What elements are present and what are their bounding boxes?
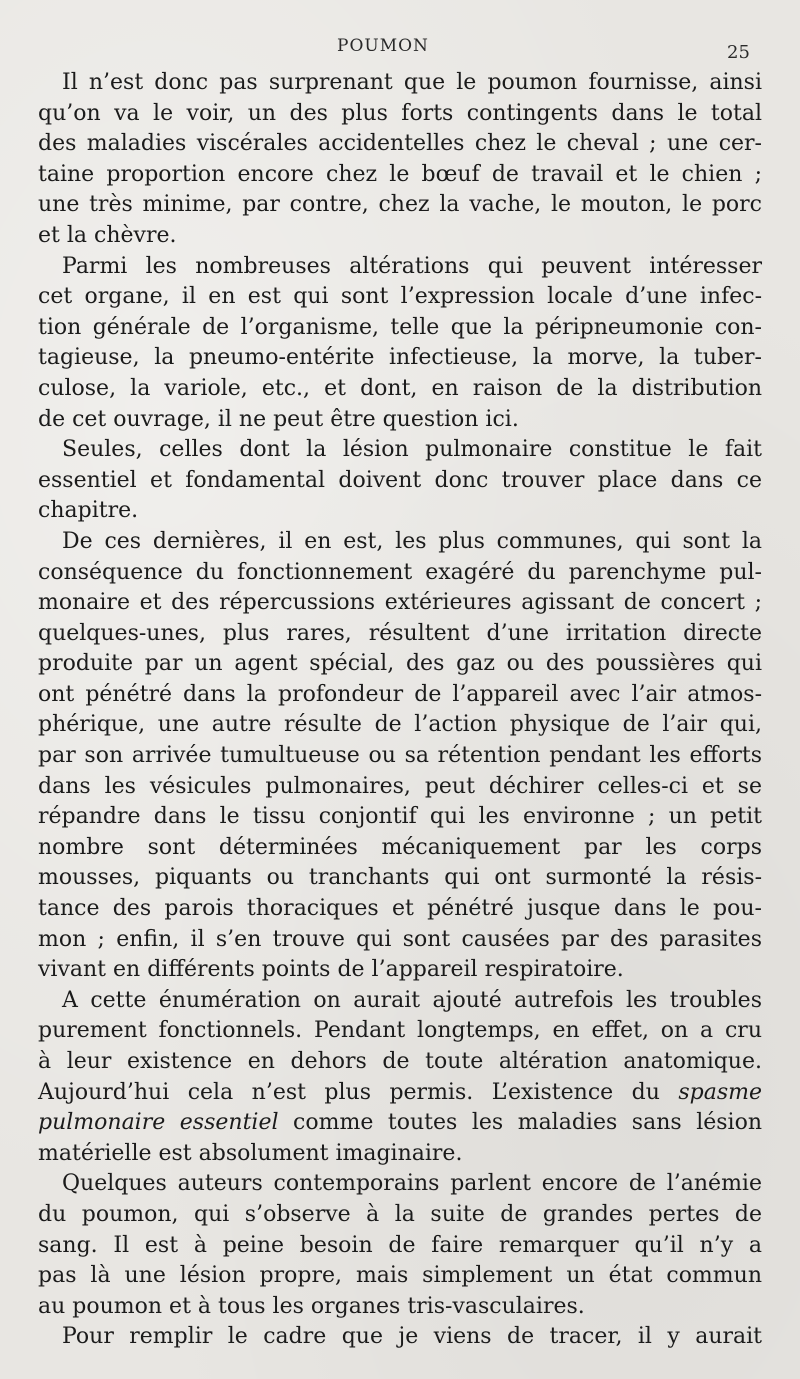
running-header bbox=[0, 32, 800, 62]
text-line-mixed-2 bbox=[38, 1108, 762, 1139]
text-line: de cet ouvrage, il ne peut être question ici. bbox=[38, 406, 519, 432]
text-line: mon ; enfin, il s’en trouve qui sont causées par des parasites bbox=[38, 926, 762, 952]
text-line: qu’on va le voir, un des plus forts contingents dans le total bbox=[38, 100, 762, 126]
text-line: quelques-unes, plus rares, résultent d’une irritation directe bbox=[38, 620, 762, 646]
text-line: chapitre. bbox=[38, 498, 139, 524]
text-segment: comme toutes les maladies sans lésion bbox=[278, 1110, 762, 1136]
text-line: sang. Il est à peine besoin de faire remarquer qu’il n’y a bbox=[38, 1232, 762, 1258]
page-number: 25 bbox=[727, 42, 750, 63]
text-line: essentiel et fondamental doivent donc trouver place dans ce bbox=[38, 467, 762, 493]
text-line: culose, la variole, etc., et dont, en raison de la distribution bbox=[38, 375, 762, 401]
text-line: une très minime, par contre, chez la vache, le mouton, le porc bbox=[38, 192, 762, 218]
text-line: Pour remplir le cadre que je viens de tracer, il y aurait bbox=[62, 1324, 762, 1350]
text-line: produite par un agent spécial, des gaz ou des poussières qui bbox=[38, 651, 762, 677]
text-line: du poumon, qui s’observe à la suite de grandes pertes de bbox=[38, 1201, 762, 1227]
text-line: Il n’est donc pas surprenant que le poumon fournisse, ainsi bbox=[62, 70, 762, 95]
body-text bbox=[38, 68, 762, 1353]
text-line: des maladies viscérales accidentelles chez le cheval ; une cer- bbox=[38, 131, 762, 157]
text-line-mixed-1 bbox=[38, 1078, 762, 1109]
text-line: tion générale de l’organisme, telle que la péripneumonie con- bbox=[38, 314, 762, 340]
text-line: ont pénétré dans la profondeur de l’appareil avec l’air atmos- bbox=[38, 681, 762, 707]
text-line: vivant en différents points de l’appareil respiratoire. bbox=[38, 957, 624, 983]
text-line: mousses, piquants ou tranchants qui ont surmonté la résis- bbox=[38, 865, 762, 891]
text-line: au poumon et à tous les organes tris-vasculaires. bbox=[38, 1293, 585, 1319]
text-block-end bbox=[38, 1139, 762, 1353]
text-line: tance des parois thoraciques et pénétré jusque dans le pou- bbox=[38, 896, 762, 922]
italic-term: spasme bbox=[678, 1079, 762, 1105]
text-line: et la chèvre. bbox=[38, 222, 177, 248]
text-line: tagieuse, la pneumo-entérite infectieuse, la morve, la tuber- bbox=[38, 345, 762, 371]
text-block-main bbox=[38, 68, 762, 1078]
text-line: purement fonctionnels. Pendant longtemps, en effet, on a cru bbox=[38, 1018, 762, 1044]
text-line: matérielle est absolument imaginaire. bbox=[38, 1140, 463, 1166]
text-line: par son arrivée tumultueuse ou sa rétention pendant les efforts bbox=[38, 743, 762, 769]
text-line: De ces dernières, il en est, les plus communes, qui sont la bbox=[62, 528, 762, 554]
italic-term: pulmonaire essentiel bbox=[38, 1110, 279, 1136]
text-line: monaire et des répercussions extérieures agissant de concert ; bbox=[38, 590, 762, 616]
text-line: conséquence du fonctionnement exagéré du parenchyme pul- bbox=[38, 559, 762, 585]
text-line: à leur existence en dehors de toute altération anatomique. bbox=[38, 1049, 762, 1074]
text-line: pas là une lésion propre, mais simplement un état commun bbox=[38, 1263, 762, 1289]
text-line: taine proportion encore chez le bœuf de travail et le chien ; bbox=[38, 161, 762, 187]
text-line: cet organe, il en est qui sont l’expression locale d’une infec- bbox=[38, 284, 762, 310]
text-line: Seules, celles dont la lésion pulmonaire constitue le fait bbox=[62, 437, 762, 463]
text-line: dans les vésicules pulmonaires, peut déchirer celles-ci et se bbox=[38, 773, 762, 799]
text-line: phérique, une autre résulte de l’action physique de l’air qui, bbox=[38, 712, 762, 738]
text-line: répandre dans le tissu conjontif qui les environne ; un petit bbox=[38, 804, 762, 830]
text-line: Quelques auteurs contemporains parlent encore de l’anémie bbox=[62, 1171, 762, 1197]
text-line: A cette énumération on aurait ajouté autrefois les troubles bbox=[62, 987, 762, 1013]
running-title: POUMON bbox=[337, 36, 429, 56]
text-line: nombre sont déterminées mécaniquement par les corps bbox=[38, 834, 762, 860]
text-line: Parmi les nombreuses altérations qui peuvent intéresser bbox=[62, 253, 762, 279]
text-segment: Aujourd’hui cela n’est plus permis. L’existence du bbox=[38, 1079, 679, 1105]
